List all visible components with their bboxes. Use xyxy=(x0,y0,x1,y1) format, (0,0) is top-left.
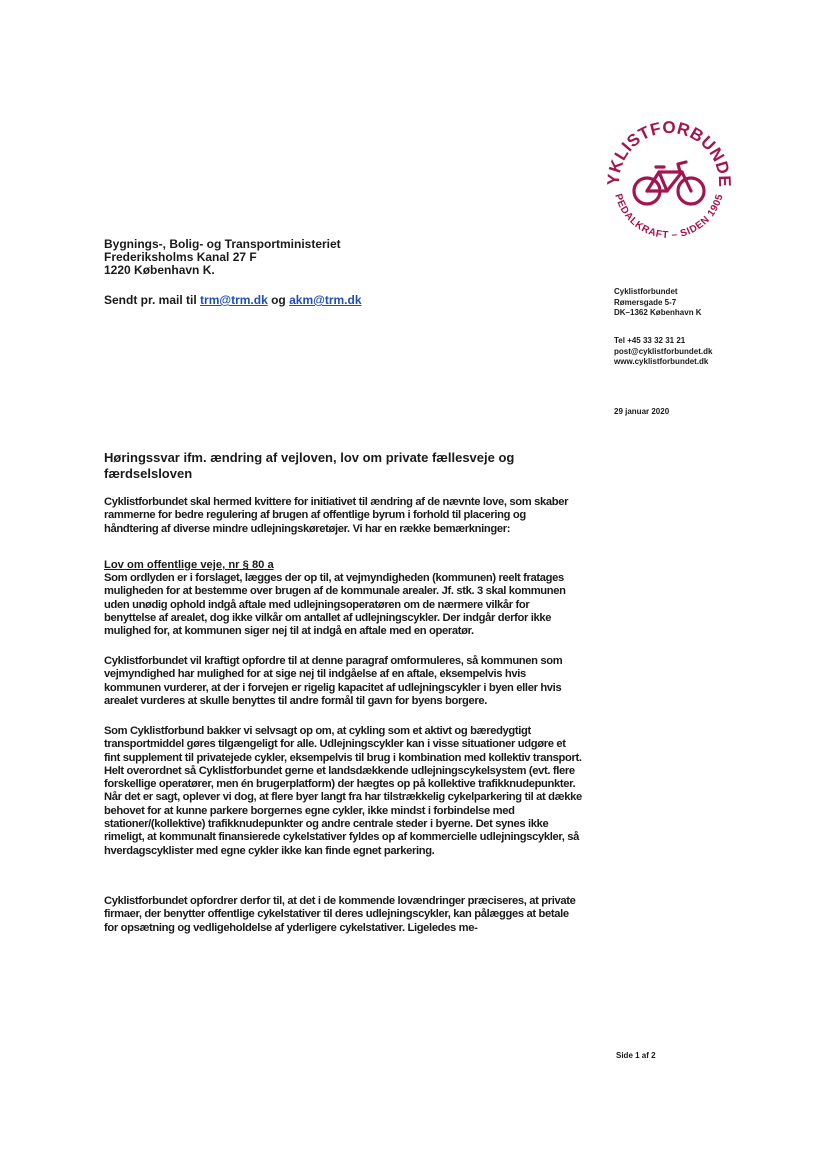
paragraph-recommendation: Cyklistforbundet vil kraftigt opfordre til at denne paragraf omformuleres, så kommunen som vejmyndighed har mulighed for at sige nej til indgåelse af en aftale, eksempelvis hvis kommunen vurderer, at der i forvejen er rigelig kapacitet af udlejningscykler i byen eller hvis arealet vurderes at skulle benyttes til andre formål til gavn for byens borgere. xyxy=(104,655,563,707)
sender-name: Cyklistforbundet xyxy=(614,287,678,296)
email-link-akm[interactable]: akm@trm.dk xyxy=(289,293,362,307)
paragraph-intro: Cyklistforbundet skal hermed kvittere for initiativet til ændring af de nævnte love, som skaber rammerne for bedre regulering af brugen af offentlige byrum i forhold til placering og håndtering af diverse mindre udlejningskøretøjer. Vi har en række bemærkninger: xyxy=(104,496,569,535)
recipient-line-1: Bygnings-, Bolig- og Transportministeriet xyxy=(104,237,341,251)
sender-contact xyxy=(614,336,712,368)
paragraph-request: Cyklistforbundet opfordrer derfor til, at det i de kommende lovændringer præciseres, at private firmaer, der benytter offentlige cykelstativer til deres udlejningscykler, kan pålægges at betale for opsætning og vedligeholdelse af yderligere cykelstativer. Ligeledes me- xyxy=(104,895,576,934)
sender-web[interactable]: www.cyklistforbundet.dk xyxy=(614,357,709,366)
email-link-trm[interactable]: trm@trm.dk xyxy=(200,293,268,307)
page-number: Side 1 af 2 xyxy=(616,1051,656,1060)
letter-date: 29 januar 2020 xyxy=(614,407,670,416)
sender-city: DK–1362 København K xyxy=(614,308,702,317)
svg-text:CYKLISTFORBUNDET xyxy=(598,112,734,188)
recipient-line-2: Frederiksholms Kanal 27 F xyxy=(104,250,257,264)
sent-prefix: Sendt pr. mail til xyxy=(104,293,197,307)
bicycle-logo-icon xyxy=(598,112,740,254)
section-heading: Lov om offentlige veje, nr § 80 a xyxy=(104,559,274,571)
sent-middle: og xyxy=(271,293,286,307)
cyklistforbundet-logo xyxy=(598,112,740,254)
sender-phone: Tel +45 33 32 31 21 xyxy=(614,336,686,345)
paragraph-support: Som Cyklistforbund bakker vi selvsagt op om, at cykling som et aktivt og bæredygtigt transportmiddel gøres tilgængeligt for alle. Udlejningscykler kan i visse situationer udgøre et fint supplement til privatejede cykler, eksempelvis til brug i kombination med kollektiv transport. Helt overordnet så Cyklistforbundet gerne et landsdækkende udlejningscykelsystem (evt. flere forskellige operatører, men én brugerplatform) der hægtes op på kollektive trafikknudepunkter. Når det er sagt, oplever vi dog, at flere byer langt fra har tilstrækkelig cykelparkering til at dække behovet for at kunne parkere borgernes egne cykler, ikke mindst i forbindelse med stationer/(kollektive) trafikknudepunkter og andre centrale steder i byerne. Det synes ikke rimeligt, at kommunalt finansierede cykelstativer fyldes op af kommercielle udlejningscykler, så hverdagscyklister med egne cykler ikke kan finde egnet parkering. xyxy=(104,725,582,857)
sender-address xyxy=(614,287,702,319)
logo-tagline: PEDALKRAFT – SIDEN 1905 xyxy=(612,192,726,242)
page-title: Høringssvar ifm. ændring af vejloven, lov om private fællesveje og færdselsloven xyxy=(104,450,515,481)
recipient-line-3: 1220 København K. xyxy=(104,263,215,277)
sender-email[interactable]: post@cyklistforbundet.dk xyxy=(614,346,713,356)
paragraph-section-80a: Som ordlyden er i forslaget, lægges der op til, at vejmyndigheden (kommunen) reelt fratages muligheden for at bestemme over brugen af de kommunale arealer. Jf. stk. 3 skal kommunen uden unødig ophold indgå aftale med udlejningsoperatøren om de nærmere vilkår for benyttelse af arealet, dog ikke vilkår om antallet af udlejningscykler. Der indgår derfor ikke mulighed for, at kommunen siger nej til at indgå en aftale med en operatør. xyxy=(104,572,566,638)
svg-text:PEDALKRAFT – SIDEN 1905 xyxy=(612,193,725,241)
logo-name: YKLISTFORBUNDE xyxy=(603,117,735,188)
recipient-address xyxy=(104,238,341,277)
sent-by-mail xyxy=(104,293,362,307)
sender-street: Rømersgade 5-7 xyxy=(614,297,677,307)
